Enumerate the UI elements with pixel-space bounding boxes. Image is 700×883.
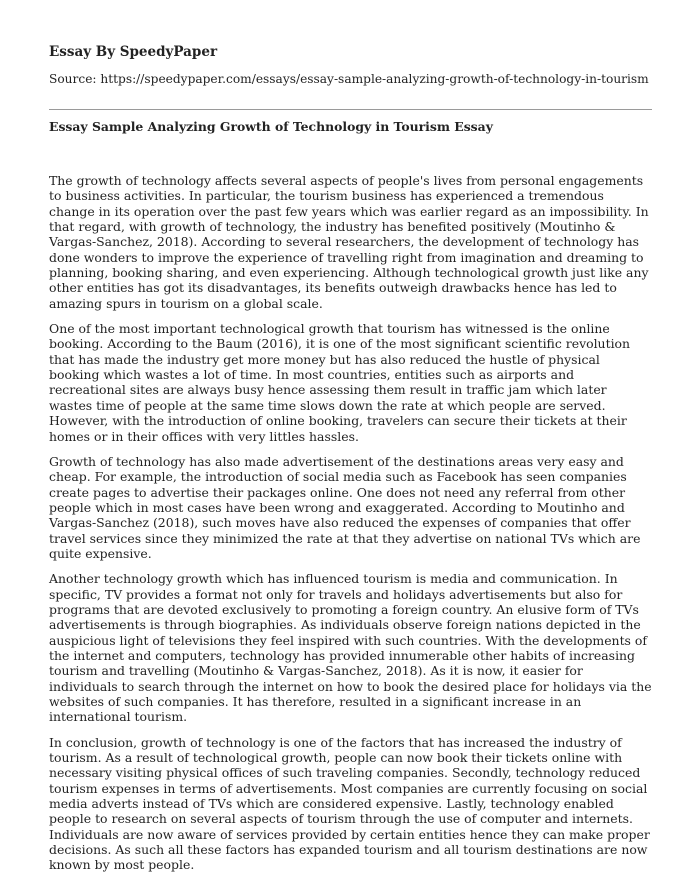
essay-paragraph: Another technology growth which has influenced tourism is media and communication. In specific, TV provides a format not only for travels and holidays advertisements but also for programs that are devoted exclusively to promoting a foreign country. An elusive form of TVs advertisements is through biographies. As individuals observe foreign nations depicted in the auspicious light of televisions they feel inspired with such countries. With the developments of the internet and computers, technology has provided innumerable other habits of increasing tourism and travelling (Moutinho & Vargas-Sanchez, 2018). As it is now, it easier for individuals to search through the internet on how to book the desired place for holidays via the websites of such companies. It has therefore, resulted in a significant increase in an international tourism. <box>49 571 652 725</box>
essay-paragraph: Growth of technology has also made advertisement of the destinations areas very easy and cheap. For example, the introduction of social media such as Facebook has seen companies create pages to advertise their packages online. One does not need any referral from other people which in most cases have been wrong and exaggerated. According to Moutinho and Vargas-Sanchez (2018), such moves have also reduced the expenses of companies that offer travel services since they minimized the rate at that they advertise on national TVs which are quite expensive. <box>49 453 641 561</box>
source-line: Source: https://speedypaper.com/essays/essay-sample-analyzing-growth-of-technology-in-tourism <box>49 72 649 86</box>
essay-paragraph: In conclusion, growth of technology is one of the factors that has increased the industry of tourism. As a result of technological growth, people can now book their tickets online with necessary visiting physical offices of such traveling companies. Secondly, technology reduced tourism expenses in terms of advertisements. Most companies are currently focusing on social media adverts instead of TVs which are considered expensive. Lastly, technology enabled people to research on several aspects of tourism through the use of computer and internets. Individuals are now aware of services provided by certain entities hence they can make proper decisions. As such all these factors has expanded tourism and all tourism destinations are now known by most people. <box>49 734 650 873</box>
essay-body <box>49 173 652 883</box>
document-header-title: Essay By SpeedyPaper <box>49 44 218 60</box>
essay-paragraph: One of the most important technological growth that tourism has witnessed is the online booking. According to the Baum (2016), it is one of the most significant scientific revolution that has made the industry get more money but has also reduced the hustle of physical booking which wastes a lot of time. In most countries, entities such as airports and recreational sites are always busy hence assessing them result in traffic jam which later wastes time of people at the same time slows down the rate at which people are served. However, with the introduction of online booking, travelers can secure their tickets at their homes or in their offices with very littles hassles. <box>49 321 631 444</box>
header-divider <box>49 109 652 110</box>
essay-title: Essay Sample Analyzing Growth of Technology in Tourism Essay <box>49 119 493 134</box>
essay-paragraph: The growth of technology affects several aspects of people's lives from personal engagements to business activities. In particular, the tourism business has experienced a tremendous change in its operation over the past few years which was earlier regard as an impossibility. In that regard, with growth of technology, the industry has benefited positively (Moutinho & Vargas-Sanchez, 2018). According to several researchers, the development of technology has done wonders to improve the experience of travelling right from imagination and dreaming to planning, booking sharing, and even experiencing. Although technological growth just like any other entities has got its disadvantages, its benefits outweigh drawbacks hence has led to amazing spurs in tourism on a global scale. <box>49 173 649 311</box>
